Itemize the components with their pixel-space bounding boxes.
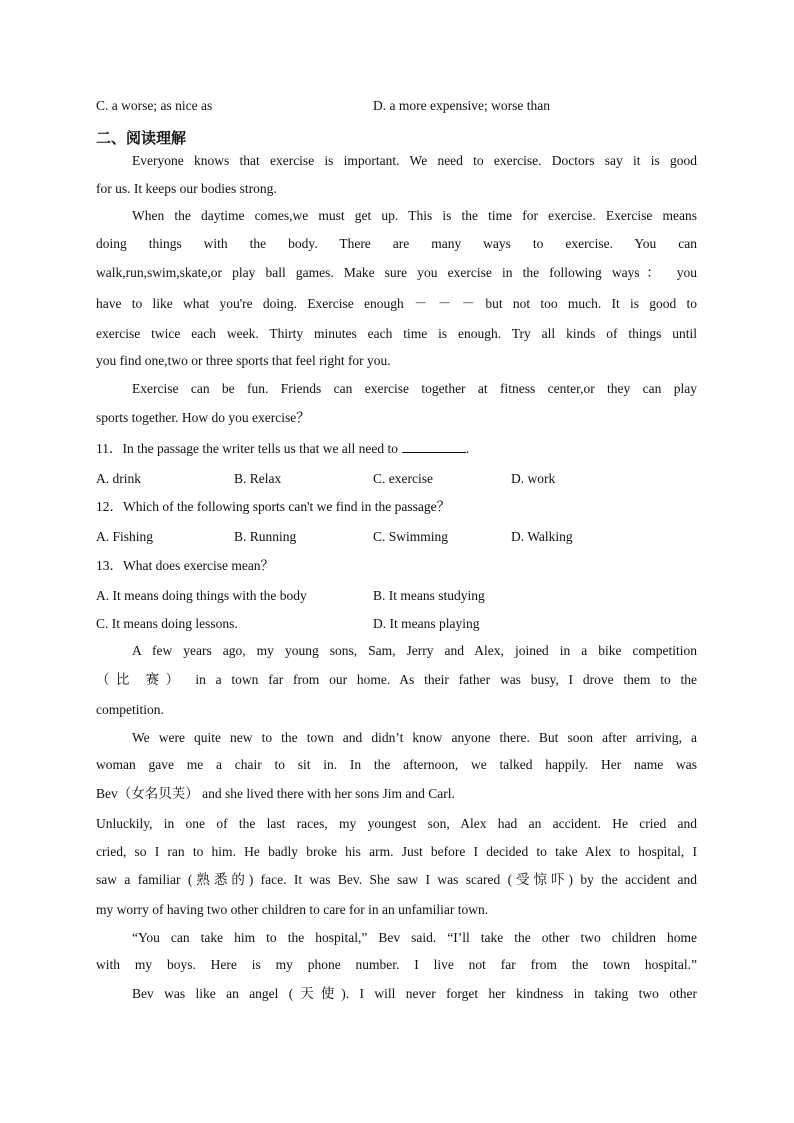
passage-line: walk,run,swim,skate,or play ball games. Make sure you exercise in the following ways： you (96, 265, 697, 280)
passage-line: A few years ago, my young sons, Sam, Jerry and Alex, joined in a bike competition (132, 643, 697, 658)
passage-line: Unluckily, in one of the last races, my youngest son, Alex had an accident. He cried and (96, 816, 697, 831)
option-c: C. Swimming (373, 529, 449, 544)
passage-line: competition. (96, 702, 164, 717)
passage-line: （比 赛） in a town far from our home. As their father was busy, I drove them to the (96, 672, 697, 687)
question-stem: 12．Which of the following sports can't we find in the passage？ (96, 499, 451, 514)
passage-line: have to like what you're doing. Exercise enough － － － but not too much. It is good to (96, 296, 697, 311)
prev-option-d: D. a more expensive; worse than (373, 98, 550, 113)
option-b: B. Running (234, 529, 297, 544)
passage-line: “You can take him to the hospital,” Bev said. “I’ll take the other two children home (132, 930, 697, 945)
passage-line: Bev（女名贝芙） and she lived there with her sons Jim and Carl. (96, 786, 455, 801)
passage-line: you find one,two or three sports that feel right for you. (96, 353, 391, 368)
question-stem: 13．What does exercise mean？ (96, 558, 275, 573)
option-b: B. Relax (234, 471, 282, 486)
passage-line: sports together. How do you exercise？ (96, 410, 310, 425)
option-d: D. work (511, 471, 556, 486)
question-stem-text: 11．In the passage the writer tells us that we all need to (96, 441, 399, 456)
passage-line: Bev was like an angel (天使). I will never forget her kindness in taking two other (132, 986, 697, 1001)
option-c: C. It means doing lessons. (96, 616, 238, 631)
prev-option-c: C. a worse; as nice as (96, 98, 213, 113)
passage-line: doing things with the body. There are many ways to exercise. You can (96, 236, 697, 251)
option-d: D. It means playing (373, 616, 480, 631)
passage-line: with my boys. Here is my phone number. I live not far from the town hospital.” (96, 957, 697, 972)
section-heading: 二、阅读理解 (96, 129, 187, 147)
passage-line: Exercise can be fun. Friends can exercise together at fitness center,or they can play (132, 381, 697, 396)
passage-line: woman gave me a chair to sit in. In the afternoon, we talked happily. Her name was (96, 757, 697, 772)
question-stem (96, 440, 469, 458)
passage-line: my worry of having two other children to care for in an unfamiliar town. (96, 902, 489, 917)
passage-line: saw a familiar (熟悉的) face. It was Bev. She saw I was scared (受惊吓) by the accident and (96, 872, 697, 887)
passage-line: cried, so I ran to him. He badly broke his arm. Just before I decided to take Alex to hospital, I (96, 844, 697, 859)
option-a: A. It means doing things with the body (96, 588, 307, 603)
passage-line: When the daytime comes,we must get up. This is the time for exercise. Exercise means (132, 208, 697, 223)
option-b: B. It means studying (373, 588, 485, 603)
passage-line: Everyone knows that exercise is important. We need to exercise. Doctors say it is good (132, 153, 697, 168)
answer-blank (402, 440, 466, 453)
passage-line: for us. It keeps our bodies strong. (96, 181, 277, 196)
option-a: A. Fishing (96, 529, 154, 544)
option-a: A. drink (96, 471, 141, 486)
question-stem-end: . (466, 441, 470, 456)
option-d: D. Walking (511, 529, 573, 544)
passage-line: exercise twice each week. Thirty minutes each time is enough. Try all kinds of things until (96, 326, 697, 341)
passage-line: We were quite new to the town and didn’t know anyone there. But soon after arriving, a (132, 730, 697, 745)
option-c: C. exercise (373, 471, 433, 486)
